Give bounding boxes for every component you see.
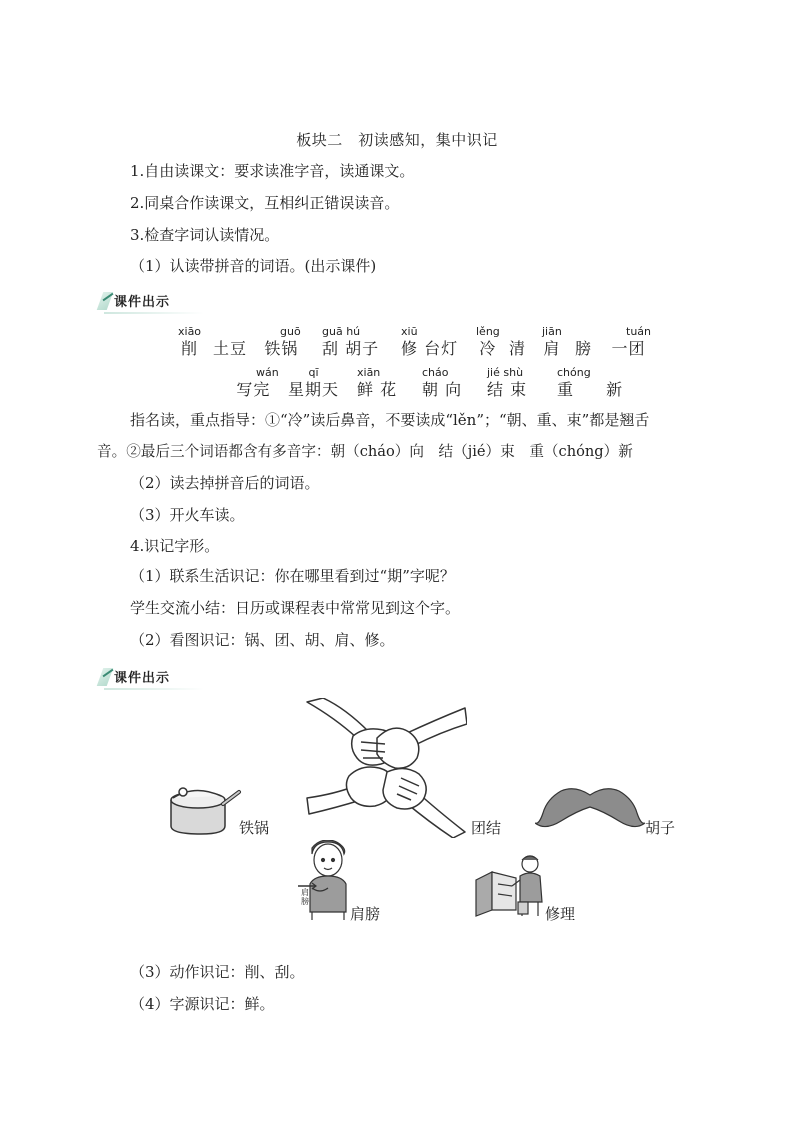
word-item bbox=[575, 325, 592, 359]
courseware-badge bbox=[100, 666, 220, 686]
step-3: 3.检查字词认读情况。 bbox=[130, 226, 280, 244]
pinyin: chóng bbox=[557, 366, 591, 379]
pinyin: guā hú bbox=[322, 325, 361, 338]
pinyin: lěng bbox=[476, 325, 500, 338]
hanzi: 结 束 bbox=[487, 380, 528, 399]
boy-shoulder-illustration bbox=[298, 840, 358, 920]
hanzi: 修 台灯 bbox=[401, 339, 459, 358]
word-item bbox=[178, 325, 201, 359]
pinyin bbox=[575, 325, 592, 339]
courseware-badge bbox=[100, 290, 220, 310]
guidance-line-2: 音。②最后三个词语都含有多音字：朝（cháo）向 结（jié）束 重（chóng）新 bbox=[97, 443, 633, 460]
hanzi: 膀 bbox=[575, 339, 593, 358]
hanzi: 朝 向 bbox=[422, 380, 463, 399]
shoulder-caption: 肩膀 bbox=[350, 905, 381, 923]
mustache-caption: 胡子 bbox=[645, 819, 676, 837]
repair-caption: 修理 bbox=[545, 905, 576, 923]
word-item bbox=[487, 366, 527, 400]
hanzi: 星期天 bbox=[288, 380, 340, 399]
badge-underline bbox=[104, 312, 204, 314]
shoulder-arrow-label: 肩膀 bbox=[301, 888, 309, 906]
hanzi: 刮 胡子 bbox=[322, 339, 380, 358]
step-4-1: （1）联系生活识记：你在哪里看到过“期”字呢？ bbox=[130, 567, 455, 585]
repair-illustration bbox=[472, 850, 552, 920]
word-item bbox=[557, 366, 636, 400]
word-item bbox=[509, 325, 526, 359]
step-4: 4.识记字形。 bbox=[130, 537, 220, 555]
step-3-1: （1）认读带拼音的词语。(出示课件) bbox=[130, 257, 377, 275]
word-item bbox=[288, 366, 339, 400]
step-4-3: （3）动作识记：削、刮。 bbox=[130, 963, 305, 981]
hanzi: 鲜 花 bbox=[357, 380, 398, 399]
hanzi: 清 bbox=[509, 339, 527, 358]
word-item bbox=[213, 325, 247, 359]
pot-illustration bbox=[165, 782, 245, 837]
step-2: 2.同桌合作读课文，互相纠正错误读音。 bbox=[130, 194, 400, 212]
pinyin: cháo bbox=[422, 366, 449, 379]
pinyin: xiū bbox=[401, 325, 418, 338]
pinyin: xiān bbox=[357, 366, 381, 379]
hanzi: 土豆 bbox=[213, 339, 248, 358]
hands-unity-illustration bbox=[305, 698, 467, 838]
pinyin: guō bbox=[280, 325, 301, 338]
pinyin bbox=[509, 325, 526, 339]
word-item bbox=[357, 366, 397, 400]
hands-caption: 团结 bbox=[471, 819, 502, 837]
pinyin: wán bbox=[256, 366, 279, 379]
step-4-4: （4）字源识记：鲜。 bbox=[130, 995, 275, 1013]
step-3-3: （3）开火车读。 bbox=[130, 506, 245, 524]
pot-caption: 铁锅 bbox=[239, 819, 270, 837]
step-4-2: （2）看图识记：锅、团、胡、肩、修。 bbox=[130, 631, 395, 649]
hanzi: 肩 bbox=[543, 339, 561, 358]
badge-label: 课件出示 bbox=[114, 295, 171, 310]
hanzi: 削 bbox=[181, 339, 199, 358]
step-1: 1.自由读课文：要求读准字音，读通课文。 bbox=[130, 162, 415, 180]
pinyin: tuán bbox=[626, 325, 651, 338]
word-item bbox=[401, 325, 458, 359]
pinyin: jiān bbox=[542, 325, 562, 338]
hanzi: 一团 bbox=[611, 339, 646, 358]
word-item bbox=[262, 325, 301, 359]
word-item bbox=[542, 325, 562, 359]
hanzi: 写完 bbox=[236, 380, 271, 399]
badge-underline bbox=[104, 688, 204, 690]
word-item bbox=[322, 325, 379, 359]
step-4-1-answer: 学生交流小结：日历或课程表中常常见到这个字。 bbox=[130, 599, 461, 617]
word-item bbox=[476, 325, 500, 359]
word-item bbox=[606, 325, 651, 359]
hanzi: 冷 bbox=[479, 339, 497, 358]
badge-label: 课件出示 bbox=[114, 671, 171, 686]
guidance-line-1: 指名读，重点指导：①“冷”读后鼻音，不要读成“lěn”；“朝、重、束”都是翘舌 bbox=[130, 411, 650, 429]
word-item bbox=[228, 366, 279, 400]
hanzi: 重 新 bbox=[557, 380, 637, 399]
pinyin: qī bbox=[308, 366, 319, 379]
section-title: 板块二 初读感知，集中识记 bbox=[296, 131, 498, 149]
step-3-2: （2）读去掉拼音后的词语。 bbox=[130, 474, 320, 492]
hanzi: 铁锅 bbox=[264, 339, 299, 358]
pinyin: jié shù bbox=[487, 366, 524, 379]
mustache-illustration bbox=[535, 785, 645, 830]
pinyin: xiāo bbox=[178, 325, 202, 338]
pinyin bbox=[213, 325, 247, 339]
word-item bbox=[422, 366, 462, 400]
